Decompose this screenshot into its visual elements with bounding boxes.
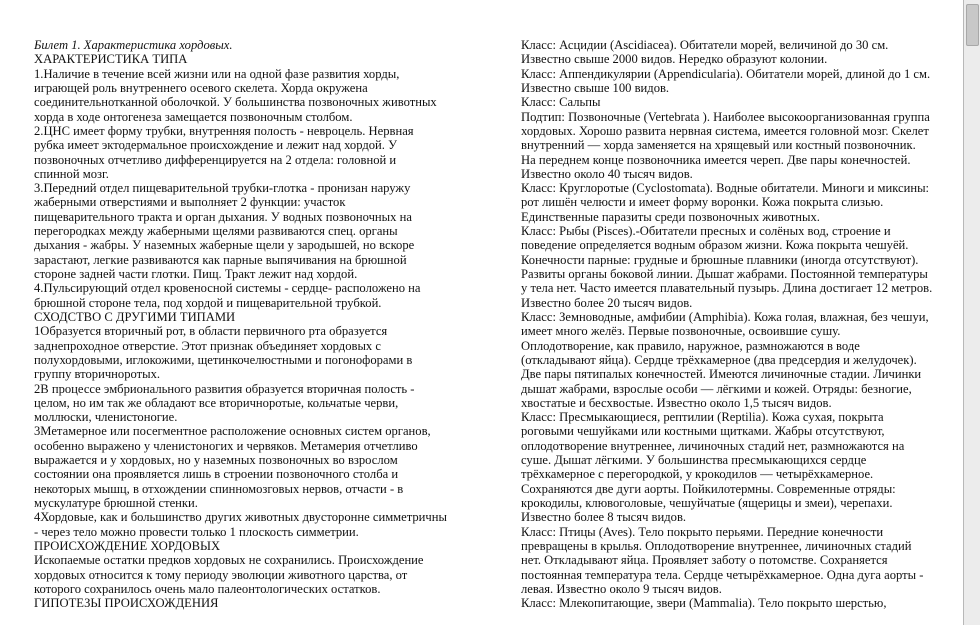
text-line: ГИПОТЕЗЫ ПРОИСХОЖДЕНИЯ (34, 596, 219, 611)
text-line: хордовых относится к тому периоду эволюции животного царства, от (34, 567, 408, 582)
text-line: постоянная температура тела. Сердце четырёхкамерное. Одна дуга аорты - (521, 567, 924, 582)
text-line: оплодотворение внутреннее, личиночных стадий нет, размножаются на (521, 438, 905, 453)
text-line: соединительнотканной оболочкой. У большинства позвоночных животных (34, 95, 437, 110)
text-line: пищеварительного тракта и орган дыхания. У водных позвоночных на (34, 209, 412, 224)
text-line: позвоночных отчетливо дифференцируется на 2 отдела: головной и (34, 152, 397, 167)
text-line: крокодилы, клювоголовые, чешуйчатые (ящерицы и змеи), черепахи. (521, 496, 893, 510)
text-line: Класс: Птицы (Aves). Тело покрыто перьями. Передние конечности (521, 524, 884, 539)
text-line: суше. Дышат лёгкими. У большинства пресмыкающихся сердце (521, 453, 867, 468)
text-line: заднепроходное отверстие. Этот признак объединяет хордовых с (34, 338, 381, 353)
text-line: у тела нет. Часто имеется плавательный пузырь. Длина достигает 12 метров. (521, 281, 933, 296)
text-line: Оплодотворение, как правило, наружное, размножаются в воде (521, 338, 860, 353)
text-line: хорда в ходе онтогенеза замещается позвоночным столбом. (34, 109, 353, 124)
text-line: брюшной стороне тела, под хордой и пищеварительной трубкой. (34, 295, 382, 310)
text-line: группу вторичноротых. (34, 367, 161, 382)
text-line: Класс: Млекопитающие, звери (Mammalia). Тело покрыто шерстью, (521, 596, 887, 611)
text-line: ПРОИСХОЖДЕНИЕ ХОРДОВЫХ (34, 538, 221, 553)
text-line: некоторых мышц, в отхождении спинномозговых нервов, отчасти - в (34, 481, 404, 496)
text-line: состоянии она проявляется лишь в строении позвоночного столба и (34, 467, 399, 482)
text-line: Развиты органы боковой линии. Дышат жабрами. Постоянной температуры (521, 267, 928, 281)
text-line: Конечности парные: грудные и брюшные плавники (иногда отсутствуют). (521, 252, 919, 267)
text-line: Класс: Земноводные, амфибии (Amphibia). Кожа голая, влажная, без чешуи, (521, 309, 929, 324)
text-line: Класс: Круглоротые (Cyclostomata). Водные обитатели. Миноги и миксины: (521, 181, 930, 196)
text-line: дышат жабрами, взрослые особи — лёгкими и кожей. Отряды: безногие, (521, 381, 912, 396)
text-line: Класс: Сальпы (521, 95, 601, 110)
text-line: которого сохранилось очень мало палеонтологических остатков. (34, 581, 381, 596)
vertical-scrollbar[interactable] (963, 0, 980, 625)
text-line: 2.ЦНС имеет форму трубки, внутренняя полость - невроцель. Нервная (34, 123, 414, 138)
text-line: (откладывают яйца). Сердце трёхкамерное (два предсердия и желудочек). (521, 352, 917, 367)
text-line: 1Образуется вторичный рот, в области первичного рта образуется (34, 324, 388, 339)
text-line: трёхкамерное с перегородкой, у крокодилов — четырёхкамерное. (521, 467, 874, 482)
text-line: жаберными отверстиями и выполняет 2 функции: участок (34, 195, 346, 210)
right-text-column (521, 38, 961, 611)
text-line: спинной мозг. (34, 166, 109, 181)
text-line: Билет 1. Характеристика хордовых. (34, 38, 233, 52)
text-line: 1.Наличие в течение всей жизни или на одной фазе развития хорды, (34, 66, 400, 81)
text-line: 4.Пульсирующий отдел кровеносной системы - сердце- расположено на (34, 281, 421, 296)
text-line: перегородках между жаберными щелями развиваются спец. органы (34, 224, 398, 239)
text-line: СХОДСТВО С ДРУГИМИ ТИПАМИ (34, 309, 236, 324)
text-line: особенно выражено у членистоногих и червяков. Метамерия отчетливо (34, 438, 418, 453)
left-text-column (34, 38, 484, 611)
text-line: превращены в крылья. Оплодотворение внутреннее, личиночных стадий (521, 538, 912, 553)
text-line: нет. Откладывают яйца. Проявляет заботу о потомстве. Сохраняется (521, 553, 888, 568)
text-line: левая. Известно около 9 тысяч видов. (521, 581, 722, 596)
text-line: моллюски, членистоногие. (34, 410, 178, 425)
text-line: целом, но им так же обладают все вторичноротые, кольчатые черви, (34, 395, 399, 410)
text-line: Ископаемые остатки предков хордовых не сохранились. Происхождение (34, 553, 424, 568)
text-line: полухордовыми, иглокожими, щетинкочелюстными и погонофорами в (34, 352, 413, 367)
text-line: дыхания - жабры. У наземных жаберные щели у зародышей, но вскоре (34, 238, 415, 253)
text-line: Известно свыше 100 видов. (521, 80, 670, 95)
text-line: - через тело можно провести только 1 плоскость симметрии. (34, 524, 359, 539)
text-line: Единственные паразиты среди позвоночных животных. (521, 209, 820, 224)
text-line: Известно около 40 тысяч видов. (521, 166, 693, 181)
text-line: 4Хордовые, как и большинство других животных двусторонне симметричны (34, 510, 447, 525)
text-line: хордовых. Хорошо развита нервная система, имеется головной мозг. Скелет (521, 123, 929, 138)
text-line: Известно более 20 тысяч видов. (521, 295, 693, 310)
text-line: мускулатуре брюшной стенки. (34, 496, 198, 510)
text-line: роговыми чешуйками или костными щитками. Жабры отсутствуют, (521, 424, 885, 439)
text-line: 2В процессе эмбрионального развития образуется вторичная полость - (34, 381, 415, 396)
text-line: ХАРАКТЕРИСТИКА ТИПА (34, 52, 188, 67)
text-line: На переднем конце позвоночника имеется череп. Две пары конечностей. (521, 152, 911, 167)
text-line: выражается и у хордовых, но у наземных позвоночных во взрослом (34, 453, 398, 468)
scrollbar-thumb[interactable] (966, 4, 979, 46)
text-line: Класс: Пресмыкающиеся, рептилии (Reptilia). Кожа сухая, покрыта (521, 410, 884, 425)
text-line: стороне задней части глотки. Пищ. Тракт лежит над хордой. (34, 267, 358, 281)
text-line: 3.Передний отдел пищеварительной трубки-глотка - пронизан наружу (34, 181, 411, 196)
text-line: рубка имеет эктодермальное происхождение и лежит над хордой. У (34, 138, 398, 153)
text-line: Класс: Аппендикулярии (Appendicularia). Обитатели морей, длиной до 1 см. (521, 66, 931, 81)
text-line: Две пары пятипалых конечностей. Имеются личиночные стадии. Личинки (521, 367, 922, 382)
text-line: внутренний — хорда заменяется на хрящевый или костный позвоночник. (521, 138, 916, 153)
text-line: Известно более 8 тысяч видов. (521, 510, 687, 525)
text-line: 3Метамерное или посегментное расположение основных систем органов, (34, 424, 431, 439)
text-line: поведение определяется водным образом жизни. Кожа покрыта чешуёй. (521, 238, 909, 253)
text-line: Подтип: Позвоночные (Vertebrata ). Наиболее высокоорганизованная группа (521, 109, 930, 124)
text-line: Сохраняются две дуги аорты. Пойкилотермны. Современные отряды: (521, 481, 896, 496)
text-line: имеет много желёз. Первые позвоночные, освоившие сушу. (521, 324, 841, 339)
text-line: Класс: Рыбы (Pisces).-Обитатели пресных и солёных вод, строение и (521, 224, 891, 239)
text-line: Класс: Асцидии (Ascidiacea). Обитатели морей, величиной до 30 см. (521, 38, 889, 52)
text-line: зарастают, легкие развиваются как парные выпячивания на брюшной (34, 252, 407, 267)
text-line: рот лишён челюсти и имеет форму воронки. Кожа покрыта слизью. (521, 195, 884, 210)
text-line: играющей роль внутреннего осевого скелета. Хорда окружена (34, 80, 368, 95)
text-line: хвостатые и бесхвостые. Известно около 1,5 тысяч видов. (521, 395, 832, 410)
text-line: Известно свыше 2000 видов. Нередко образуют колонии. (521, 52, 828, 67)
